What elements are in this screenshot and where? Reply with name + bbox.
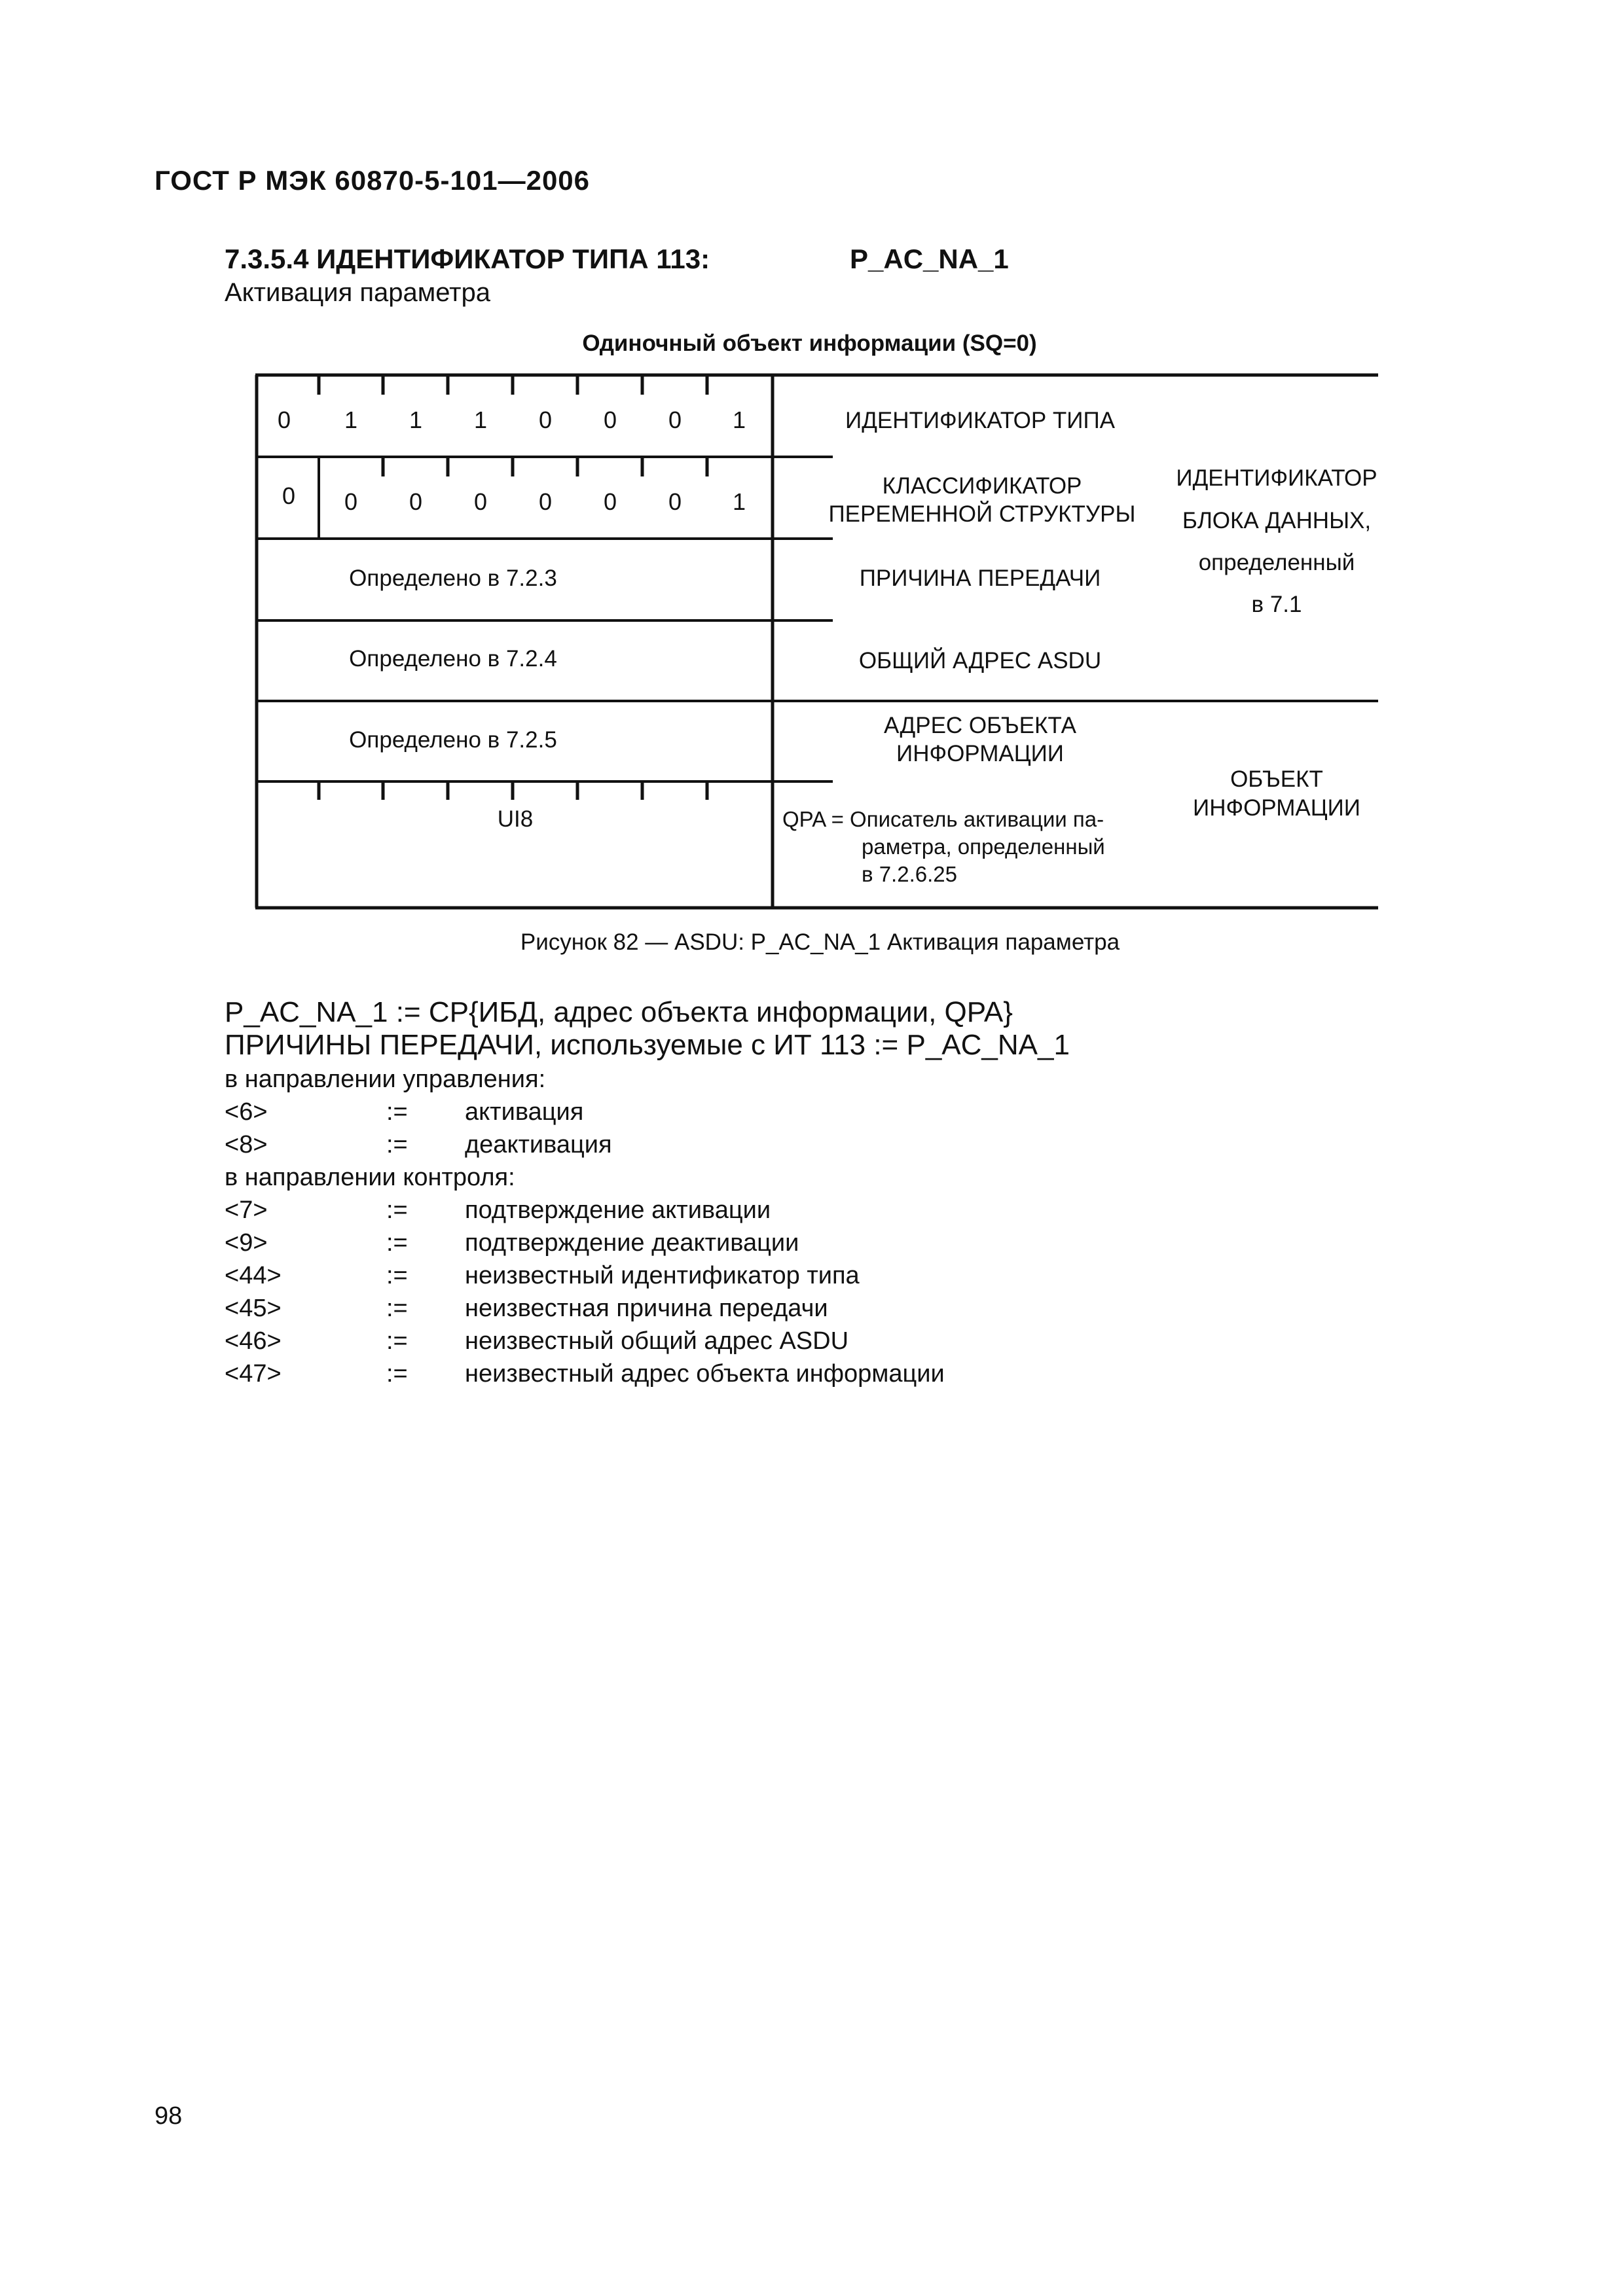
section-subtitle: Активация параметра (225, 278, 490, 307)
cot-code: <47> (225, 1360, 282, 1388)
cot-operator: := (386, 1360, 408, 1388)
type-bit-3: 0 (603, 406, 617, 433)
cot-operator: := (386, 1327, 408, 1355)
cot-code: <6> (225, 1098, 268, 1126)
qpa-label-line3: в 7.2.6.25 (862, 862, 957, 886)
qpa-type: UI8 (497, 806, 534, 832)
vsq-bit-6: 0 (409, 488, 423, 515)
vsq-bit-3: 0 (603, 488, 617, 515)
figure-caption: Рисунок 82 — ASDU: P_AC_NA_1 Активация параметра (520, 929, 1120, 955)
cot-operator: := (386, 1262, 408, 1289)
ioa-label-line1: АДРЕС ОБЪЕКТА (884, 713, 1076, 738)
dui-label-line2: БЛОКА ДАННЫХ, (1182, 508, 1372, 533)
type-bit-2: 0 (668, 406, 682, 433)
cot-description: неизвестный общий адрес ASDU (465, 1327, 849, 1355)
vsq-bit-4: 0 (538, 488, 553, 515)
type-bit-5: 1 (473, 406, 488, 433)
cot-code: <45> (225, 1295, 282, 1322)
cot-code: <44> (225, 1262, 282, 1289)
cot-operator: := (386, 1131, 408, 1158)
type-bit-4: 0 (538, 406, 553, 433)
page-number: 98 (155, 2102, 183, 2130)
vsq-bit-1: 1 (732, 488, 746, 515)
type-bit-7: 1 (344, 406, 358, 433)
vsq-bit-5: 0 (473, 488, 488, 515)
io-label-line2: ИНФОРМАЦИИ (1193, 795, 1360, 821)
ca-label: ОБЩИЙ АДРЕС ASDU (858, 648, 1102, 673)
figure-heading: Одиночный объект информации (SQ=0) (582, 331, 1037, 356)
cot-description: подтверждение активации (465, 1196, 771, 1224)
cot-code: <7> (225, 1196, 268, 1224)
dui-label-line1: ИДЕНТИФИКАТОР (1176, 465, 1377, 491)
definition-line-1: P_AC_NA_1 := CP{ИБД, адрес объекта информации, QPA} (225, 996, 1013, 1028)
cot-operator: := (386, 1229, 408, 1257)
vsq-label-line1: КЛАССИФИКАТОР (882, 473, 1082, 499)
type-bit-8: 0 (277, 406, 291, 433)
cot-description: активация (465, 1098, 584, 1126)
cot-description: деактивация (465, 1131, 612, 1158)
section-title: 7.3.5.4 ИДЕНТИФИКАТОР ТИПА 113: (225, 243, 710, 274)
cot-code: <8> (225, 1131, 268, 1158)
section-type-code: P_AC_NA_1 (850, 243, 1009, 274)
cot-description: подтверждение деактивации (465, 1229, 799, 1257)
definition-line-2: ПРИЧИНЫ ПЕРЕДАЧИ, используемые с ИТ 113 := P_AC_NA_1 (225, 1029, 1070, 1061)
cot-description: неизвестная причина передачи (465, 1295, 828, 1322)
io-label-line1: ОБЪЕКТ (1230, 766, 1323, 792)
control-direction-heading: в направлении управления: (225, 1066, 546, 1093)
type-id-label: ИДЕНТИФИКАТОР ТИПА (845, 408, 1115, 433)
type-bit-6: 1 (409, 406, 423, 433)
vsq-bit-2: 0 (668, 488, 682, 515)
qpa-label-line1: QPA = Описатель активации па- (782, 807, 1104, 831)
dui-label-line3: определенный (1198, 550, 1355, 575)
cot-label: ПРИЧИНА ПЕРЕДАЧИ (859, 565, 1101, 591)
cot-description: неизвестный адрес объекта информации (465, 1360, 945, 1388)
type-bit-1: 1 (732, 406, 746, 433)
sq-bit: 0 (282, 482, 296, 509)
dui-label-line4: в 7.1 (1251, 592, 1302, 617)
ioa-definition: Определено в 7.2.5 (349, 727, 557, 753)
cot-code: <46> (225, 1327, 282, 1355)
monitor-direction-heading: в направлении контроля: (225, 1164, 515, 1191)
cot-code: <9> (225, 1229, 268, 1257)
qpa-label-line2: раметра, определенный (862, 834, 1105, 859)
cot-definition: Определено в 7.2.3 (349, 565, 557, 591)
cot-operator: := (386, 1295, 408, 1322)
cot-operator: := (386, 1196, 408, 1224)
ca-definition: Определено в 7.2.4 (349, 646, 557, 672)
standard-designation: ГОСТ Р МЭК 60870-5-101—2006 (155, 165, 591, 196)
vsq-label-line2: ПЕРЕМЕННОЙ СТРУКТУРЫ (828, 501, 1136, 527)
cot-operator: := (386, 1098, 408, 1126)
vsq-bit-7: 0 (344, 488, 358, 515)
ioa-label-line2: ИНФОРМАЦИИ (896, 741, 1064, 766)
cot-description: неизвестный идентификатор типа (465, 1262, 860, 1289)
